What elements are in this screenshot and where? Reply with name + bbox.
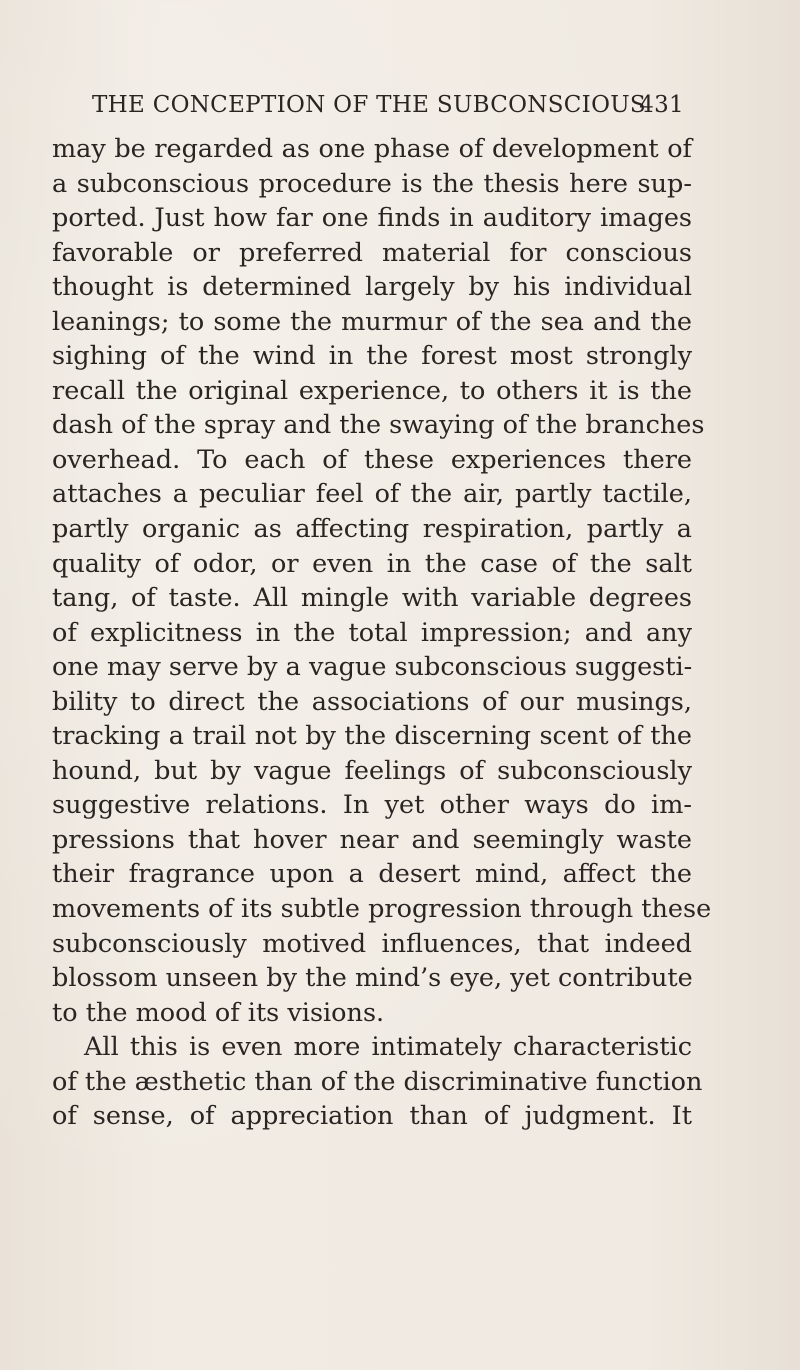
text-line: hound, but by vague feelings of subconsciously <box>52 755 692 786</box>
text-line: may be regarded as one phase of development of <box>52 134 692 164</box>
text-line: ported. Just how far one finds in auditory images <box>52 203 692 234</box>
text-line: one may serve by a vague subconscious suggesti- <box>52 652 693 683</box>
text-line: pressions that hover near and seemingly waste <box>52 824 692 855</box>
text-line: to the mood of its visions. <box>52 997 385 1028</box>
text-line: favorable or preferred material for conscious <box>52 237 692 268</box>
page-number: 431 <box>639 92 684 118</box>
text-line: tang, of taste. All mingle with variable degrees <box>52 583 692 614</box>
running-head <box>92 86 684 126</box>
text-line: dash of the spray and the swaying of the branches <box>52 410 705 441</box>
text-line: All this is even more intimately characteristic <box>84 1032 692 1063</box>
text-line: attaches a peculiar feel of the air, partly tactile, <box>52 479 692 510</box>
text-line: partly organic as affecting respiration, partly a <box>52 514 692 545</box>
text-line: of sense, of appreciation than of judgment. It <box>52 1101 692 1132</box>
text-line: of explicitness in the total impression; and any <box>52 617 692 648</box>
text-line: their fragrance upon a desert mind, affect the <box>52 859 692 890</box>
text-line: recall the original experience, to others it is the <box>52 375 692 406</box>
text-line: blossom unseen by the mind’s eye, yet contribute <box>52 963 693 994</box>
text-line: movements of its subtle progression through these <box>52 894 712 925</box>
text-line: a subconscious procedure is the thesis here sup- <box>52 168 692 199</box>
text-line: sighing of the wind in the forest most strongly <box>52 341 692 372</box>
text-line: bility to direct the associations of our musings, <box>52 686 692 717</box>
text-line: of the æsthetic than of the discriminative function <box>52 1066 703 1097</box>
text-line: overhead. To each of these experiences there <box>52 444 692 475</box>
text-line: suggestive relations. In yet other ways do im- <box>52 790 692 821</box>
text-line: subconsciously motived influences, that indeed <box>52 928 692 959</box>
text-line: leanings; to some the murmur of the sea and the <box>52 306 692 337</box>
text-line: quality of odor, or even in the case of the salt <box>52 548 692 579</box>
text-line: tracking a trail not by the discerning scent of the <box>52 721 692 752</box>
text-line: thought is determined largely by his individual <box>52 272 692 303</box>
running-head-title: THE CONCEPTION OF THE SUBCONSCIOUS <box>92 92 646 118</box>
body-text <box>52 132 712 1134</box>
